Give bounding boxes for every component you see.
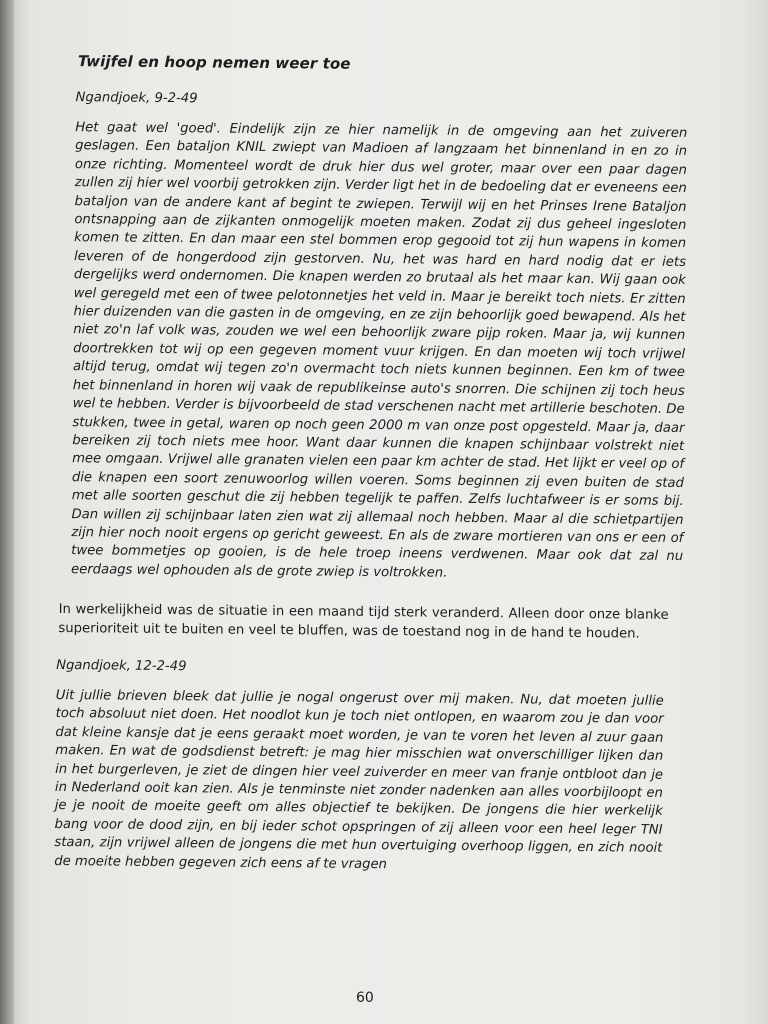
page-content	[54, 52, 688, 877]
entry-text-2: Uit jullie brieven bleek dat jullie je nogal ongerust over mij maken. Nu, dat moeten jullie toch absoluut niet doen. Het noodlot kun je toch niet ontlopen, en waarom zou je dan voor dat kleine kansje dat je eens geraakt moet worden, je van te voren het leven al zuur gaan maken. En wat de godsdienst betreft: je mag hier misschien wat onverschilliger lijken dan in het burgerleven, je ziet de dingen hier veel zuiverder en meer van franje ontbloot dan je in Nederland ooit kan zien. Als je tenminste niet zonder nadenken aan alles voorbijloopt en je je nooit de moeite geeft om alles objectief te bekijken. De jongens die hier werkelijk bang voor de dood zijn, en bij ieder schot opspringen of zij alleen voor een heel leger TNI staan, zijn vrijwel alleen de jongens die met hun overtuiging overhoop liggen, en zich nooit de moeite hebben gegeven zich eens af te vragen	[54, 687, 664, 872]
book-spine-shadow	[0, 0, 14, 1024]
section-heading: Twijfel en hoop nemen weer toe	[77, 52, 351, 73]
entry-text-1: Het gaat wel 'goed'. Eindelijk zijn ze hier namelijk in de omgeving aan het zuiveren geslagen. Een bataljon KNIL zwiept van Madioen af langzaam het binnenland in en zo in onze richting. Momenteel wordt de druk hier dus wel groter, maar over een paar dagen zullen zij hier wel voorbij getrokken zijn. Verder ligt het in de bedoeling dat er eveneens een bataljon van de andere kant af begint te zwiepen. Terwijl wij en het Prinses Irene Bataljon ontsnapping aan de zijkanten onmogelijk moeten maken. Zodat zij dus geheel ingesloten komen te zitten. En dan maar een stel bommen erop gegooid tot zij hun wapens in komen leveren of de hongerdood zijn gestorven. Nu, het was hard en hard nodig dat er iets dergelijks werd ondernomen. Die knapen werden zo brutaal als het maar kan. Wij gaan ook wel geregeld met een of twee pelotonnetjes het veld in. Maar je bereikt toch niets. Er zitten hier duizenden van die gasten in de omgeving, en ze zijn behoorlijk goed bewapend. Als het niet zo'n laf volk was, zouden we wel een behoorlijk zware pijp roken. Maar ja, wij kunnen doortrekken tot wij op een gegeven moment vuur krijgen. En dan moeten wij toch vrijwel altijd terug, omdat wij tegen zo'n overmacht toch niets kunnen beginnen. Een km of twee het binnenland in horen wij vaak de republikeinse auto's snorren. Die schijnen zij toch heus wel te hebben. Verder is bijvoorbeeld de stad verschenen nacht met artillerie beschoten. De stukken, twee in getal, waren op noch geen 2000 m van onze post opgesteld. Maar ja, daar bereiken zij toch niets mee hoor. Want daar kunnen die knapen schijnbaar volstrekt niet mee omgaan. Vrijwel alle granaten vielen een paar km achter de stad. Het lijkt er veel op of die knapen een soort zenuwoorlog willen voeren. Soms beginnen zij even buiten de stad met alle soorten geschut die zij hebben tegelijk te paffen. Zelfs luchtafweer is er soms bij. Dan willen zij schijnbaar laten zien wat zij allemaal noch hebben. Maar al die schietpartijen zijn hier noch nooit ergens op gericht geweest. En als de zware mortieren van ons er een of twee bommetjes op gooien, is de hele troep ineens verdwenen. Maar ook dat zal nu eerdaags wel ophouden als de grote zwiep is voltrokken.	[70, 120, 688, 581]
entry-date-1: Ngandjoek, 9-2-49	[75, 90, 198, 107]
entry-date-2: Ngandjoek, 12-2-49	[56, 657, 187, 675]
page-number: 60	[356, 990, 374, 1006]
commentary-paragraph: In werkelijkheid was de situatie in een maand tijd sterk veranderd. Alleen door onze blanke superioriteit uit te buiten en veel te bluffen, was de toestand nog in de hand te houden.	[58, 602, 669, 642]
